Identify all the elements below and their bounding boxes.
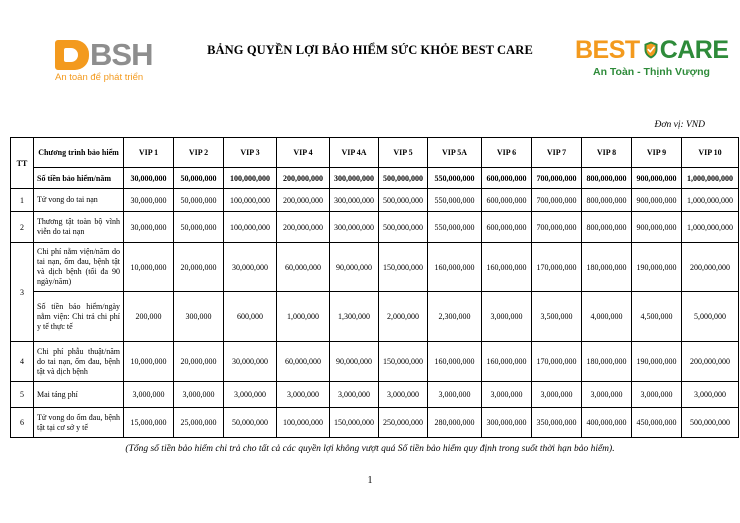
benefit-value: 30,000,000: [124, 212, 174, 243]
row-index: 3: [11, 243, 34, 342]
best-care-logo-word-care: CARE: [659, 36, 729, 64]
row-index: 1: [11, 189, 34, 212]
benefit-value: 180,000,000: [582, 243, 632, 292]
column-header-plan: VIP 6: [482, 138, 532, 168]
benefit-value: 3,000,000: [379, 382, 428, 408]
benefit-value: 10,000,000: [124, 342, 174, 382]
benefit-value: 700,000,000: [532, 189, 582, 212]
benefit-value: 3,000,000: [632, 382, 682, 408]
sum-insured-cell: 600,000,000: [482, 168, 532, 189]
benefit-value: 500,000,000: [379, 212, 428, 243]
benefit-value: 3,000,000: [277, 382, 330, 408]
benefit-value: 900,000,000: [632, 212, 682, 243]
benefit-value: 300,000,000: [482, 408, 532, 438]
benefit-value: 3,000,000: [682, 382, 739, 408]
benefit-value: 550,000,000: [428, 189, 482, 212]
benefit-value: 3,000,000: [428, 382, 482, 408]
bsh-logo-letters: BSH: [90, 37, 153, 72]
benefit-value: 20,000,000: [174, 243, 224, 292]
benefit-value: 250,000,000: [379, 408, 428, 438]
benefit-value: 200,000,000: [682, 243, 739, 292]
sum-insured-cell: 900,000,000: [632, 168, 682, 189]
benefit-value: 300,000,000: [330, 189, 379, 212]
benefit-value: 600,000,000: [482, 212, 532, 243]
benefit-value: 200,000: [124, 292, 174, 342]
benefit-value: 90,000,000: [330, 243, 379, 292]
benefit-value: 4,500,000: [632, 292, 682, 342]
benefit-value: 50,000,000: [224, 408, 277, 438]
column-header-plan: VIP 8: [582, 138, 632, 168]
benefit-value: 3,000,000: [124, 382, 174, 408]
column-header-plan: VIP 10: [682, 138, 739, 168]
benefit-description: Chi phí phẫu thuật/năm do tai nạn, ốm đau, bệnh tật và dịch bệnh: [34, 342, 124, 382]
benefit-value: 60,000,000: [277, 342, 330, 382]
sum-insured-cell: 550,000,000: [428, 168, 482, 189]
benefit-value: 50,000,000: [174, 212, 224, 243]
benefit-value: 190,000,000: [632, 243, 682, 292]
sum-insured-cell: 30,000,000: [124, 168, 174, 189]
benefit-value: 3,500,000: [532, 292, 582, 342]
benefit-description: Mai táng phí: [34, 382, 124, 408]
sum-insured-cell: 100,000,000: [224, 168, 277, 189]
benefit-value: 3,000,000: [330, 382, 379, 408]
benefit-value: 3,000,000: [482, 292, 532, 342]
benefit-value: 200,000,000: [682, 342, 739, 382]
benefit-row: [11, 342, 739, 382]
benefit-value: 15,000,000: [124, 408, 174, 438]
benefit-value: 1,300,000: [330, 292, 379, 342]
benefit-row: [11, 408, 739, 438]
benefit-value: 25,000,000: [174, 408, 224, 438]
benefit-value: 200,000,000: [277, 189, 330, 212]
benefit-value: 500,000,000: [379, 189, 428, 212]
benefit-value: 5,000,000: [682, 292, 739, 342]
benefit-row: [11, 212, 739, 243]
benefit-value: 170,000,000: [532, 342, 582, 382]
column-header-plan: VIP 2: [174, 138, 224, 168]
benefit-description: Tử vong do tai nạn: [34, 189, 124, 212]
benefit-value: 450,000,000: [632, 408, 682, 438]
benefit-row: [11, 292, 739, 342]
benefit-value: 2,300,000: [428, 292, 482, 342]
benefit-value: 550,000,000: [428, 212, 482, 243]
sum-insured-cell: 50,000,000: [174, 168, 224, 189]
benefit-value: 30,000,000: [124, 189, 174, 212]
benefit-value: 150,000,000: [379, 243, 428, 292]
benefit-value: 150,000,000: [330, 408, 379, 438]
benefit-value: 2,000,000: [379, 292, 428, 342]
best-care-logo: [575, 36, 729, 84]
benefit-description: Thương tật toàn bộ vĩnh viễn do tai nạn: [34, 212, 124, 243]
benefit-value: 300,000: [174, 292, 224, 342]
sum-insured-cell: 700,000,000: [532, 168, 582, 189]
benefit-value: 60,000,000: [277, 243, 330, 292]
benefit-value: 180,000,000: [582, 342, 632, 382]
row-index: 5: [11, 382, 34, 408]
benefit-description: Tử vong do ốm đau, bệnh tật tại cơ sở y tế: [34, 408, 124, 438]
benefit-value: 900,000,000: [632, 189, 682, 212]
table-footnote: (Tổng số tiền bảo hiểm chi trả cho tất cả các quyền lợi không vượt quá Số tiền bảo hiểm quy định trong suốt thời hạn bảo hiểm).: [125, 444, 615, 454]
benefit-value: 280,000,000: [428, 408, 482, 438]
benefits-table: [10, 137, 739, 438]
column-header-plan: VIP 5A: [428, 138, 482, 168]
benefit-value: 3,000,000: [582, 382, 632, 408]
benefit-value: 160,000,000: [482, 342, 532, 382]
benefit-value: 4,000,000: [582, 292, 632, 342]
sum-insured-cell: 800,000,000: [582, 168, 632, 189]
column-header-plan: VIP 7: [532, 138, 582, 168]
column-header-plan: VIP 1: [124, 138, 174, 168]
sum-insured-label: Số tiền bảo hiểm/năm: [34, 168, 124, 189]
benefit-value: 1,000,000,000: [682, 212, 739, 243]
benefit-value: 800,000,000: [582, 189, 632, 212]
benefit-value: 10,000,000: [124, 243, 174, 292]
benefit-value: 3,000,000: [174, 382, 224, 408]
benefit-value: 600,000: [224, 292, 277, 342]
benefit-value: 50,000,000: [174, 189, 224, 212]
sum-insured-cell: 1,000,000,000: [682, 168, 739, 189]
best-care-logo-tagline: An Toàn - Thịnh Vượng: [593, 66, 710, 78]
benefit-value: 160,000,000: [482, 243, 532, 292]
benefit-value: 100,000,000: [224, 189, 277, 212]
benefit-value: 700,000,000: [532, 212, 582, 243]
benefit-description: Chi phí nằm viện/năm do tai nạn, ốm đau, bệnh tật và dịch bệnh (tối đa 90 ngày/năm): [34, 243, 124, 292]
benefit-value: 1,000,000,000: [682, 189, 739, 212]
currency-unit-note: Đơn vị: VND: [654, 120, 705, 130]
column-header-tt: TT: [11, 138, 34, 189]
benefit-value: 3,000,000: [532, 382, 582, 408]
page-number: 1: [367, 475, 373, 486]
benefit-value: 90,000,000: [330, 342, 379, 382]
benefit-value: 160,000,000: [428, 342, 482, 382]
benefit-value: 190,000,000: [632, 342, 682, 382]
benefit-value: 1,000,000: [277, 292, 330, 342]
benefit-value: 3,000,000: [482, 382, 532, 408]
benefit-value: 800,000,000: [582, 212, 632, 243]
benefit-value: 100,000,000: [224, 212, 277, 243]
benefit-value: 300,000,000: [330, 212, 379, 243]
column-header-plan: VIP 3: [224, 138, 277, 168]
column-header-program: Chương trình bảo hiểm: [34, 138, 124, 168]
benefit-value: 200,000,000: [277, 212, 330, 243]
benefit-value: 350,000,000: [532, 408, 582, 438]
sum-insured-cell: 200,000,000: [277, 168, 330, 189]
benefit-value: 100,000,000: [277, 408, 330, 438]
sum-insured-cell: 300,000,000: [330, 168, 379, 189]
document-title: BẢNG QUYỀN LỢI BẢO HIỂM SỨC KHỎE BEST CARE: [207, 43, 533, 57]
row-index: 6: [11, 408, 34, 438]
bsh-logo-tagline: An toàn để phát triển: [55, 72, 144, 83]
benefit-value: 20,000,000: [174, 342, 224, 382]
row-index: 2: [11, 212, 34, 243]
column-header-plan: VIP 4A: [330, 138, 379, 168]
column-header-plan: VIP 5: [379, 138, 428, 168]
benefit-value: 30,000,000: [224, 342, 277, 382]
column-header-plan: VIP 4: [277, 138, 330, 168]
benefit-value: 30,000,000: [224, 243, 277, 292]
sum-insured-cell: 500,000,000: [379, 168, 428, 189]
benefit-value: 500,000,000: [682, 408, 739, 438]
benefit-description: Số tiền bảo hiểm/ngày nằm viện: Chi trả chi phí y tế thực tế: [34, 292, 124, 342]
benefit-row: [11, 189, 739, 212]
benefit-value: 170,000,000: [532, 243, 582, 292]
benefit-value: 150,000,000: [379, 342, 428, 382]
benefit-value: 160,000,000: [428, 243, 482, 292]
shield-check-icon: [644, 41, 658, 59]
benefit-value: 600,000,000: [482, 189, 532, 212]
sum-insured-row: [11, 168, 739, 189]
benefit-value: 400,000,000: [582, 408, 632, 438]
row-index: 4: [11, 342, 34, 382]
plan-header-row: [11, 138, 739, 168]
column-header-plan: VIP 9: [632, 138, 682, 168]
best-care-logo-word-best: BEST: [575, 36, 640, 64]
benefit-row: [11, 243, 739, 292]
benefit-value: 3,000,000: [224, 382, 277, 408]
benefit-row: [11, 382, 739, 408]
